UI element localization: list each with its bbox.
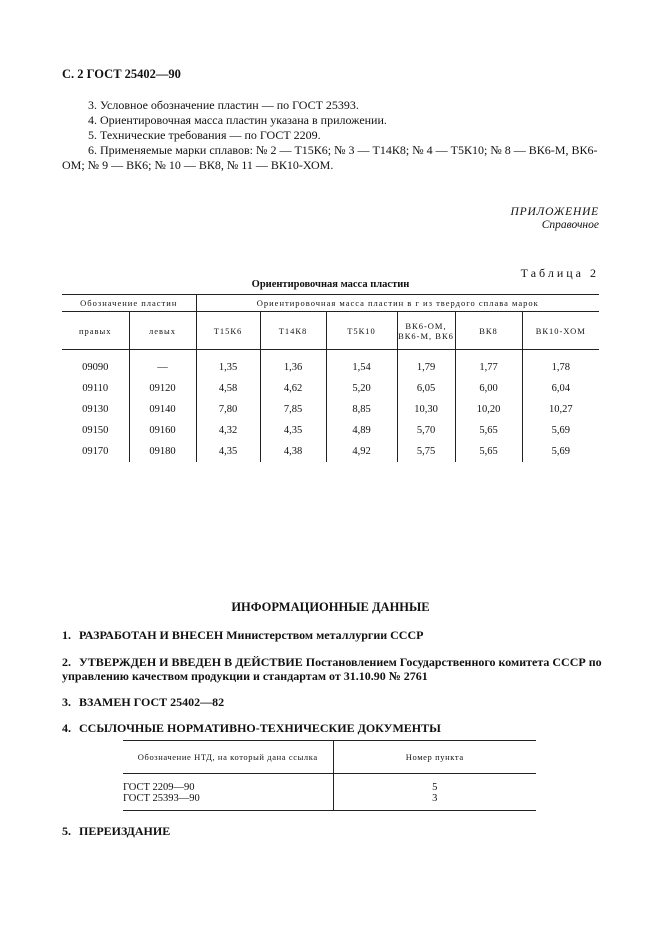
table-cell: 10,30 — [397, 399, 455, 420]
table-cell: 4,38 — [260, 441, 326, 462]
clause-list — [62, 98, 607, 173]
table-cell: 5,75 — [397, 441, 455, 462]
table-title: Ориентировочная масса пластин — [251, 279, 410, 290]
table-cell: 09150 — [82, 425, 109, 436]
info-item-3 — [62, 695, 607, 709]
table-row — [123, 793, 536, 804]
info-item-2 — [62, 655, 607, 683]
appendix-subtitle: Справочное — [541, 219, 599, 231]
table-cell: 09120 — [129, 378, 196, 399]
info-title: ИНФОРМАЦИОННЫЕ ДАННЫЕ — [231, 600, 430, 614]
info-item-text: ВЗАМЕН ГОСТ 25402—82 — [79, 695, 225, 709]
ref-doc: ГОСТ 2209—90 — [123, 782, 195, 793]
table-row — [62, 378, 599, 399]
table-cell: 4,89 — [326, 420, 397, 441]
group-header-designation: Обозначение пластин — [62, 295, 196, 312]
table-cell: 4,92 — [326, 441, 397, 462]
table-cell: 5,70 — [397, 420, 455, 441]
col-header: правых — [62, 312, 129, 350]
table-row — [62, 441, 599, 462]
table-cell: 09110 — [82, 383, 109, 394]
page-header: С. 2 ГОСТ 25402—90 — [62, 67, 181, 81]
info-item-number: 4. — [62, 721, 71, 735]
table-cell: 09090 — [82, 362, 109, 373]
group-header-mass: Ориентировочная масса пластин в г из твердого сплава марок — [196, 295, 599, 312]
table-cell: 4,58 — [196, 378, 260, 399]
table-cell: 09130 — [82, 404, 109, 415]
table-cell: 5,65 — [455, 420, 522, 441]
table-cell: 7,80 — [196, 399, 260, 420]
table-cell: 1,79 — [397, 357, 455, 378]
table-cell: 09160 — [129, 420, 196, 441]
table-cell: 5,20 — [326, 378, 397, 399]
info-item-text: УТВЕРЖДЕН И ВВЕДЕН В ДЕЙСТВИЕ Постановлением Государственного комитета СССР по управлению качеством продукции и стандартам от 31.10.90 № 2761 — [62, 655, 602, 683]
table-cell: 10,20 — [455, 399, 522, 420]
col-header: Т5К10 — [326, 312, 397, 350]
ref-col-header: Обозначение НТД, на который дана ссылка — [123, 741, 333, 774]
col-header: ВК10-ХОМ — [522, 312, 599, 350]
info-item-text: ССЫЛОЧНЫЕ НОРМАТИВНО-ТЕХНИЧЕСКИЕ ДОКУМЕНТЫ — [79, 721, 441, 735]
info-item-number: 3. — [62, 695, 71, 709]
table-cell: 1,77 — [455, 357, 522, 378]
col-header: Т15К6 — [196, 312, 260, 350]
info-item-text: РАЗРАБОТАН И ВНЕСЕН Министерством металлургии СССР — [79, 628, 424, 642]
table-cell: 09170 — [82, 446, 109, 457]
info-item-1 — [62, 628, 607, 642]
table-cell: 09140 — [129, 399, 196, 420]
ref-clause: 3 — [333, 793, 536, 804]
col-header: Т14К8 — [260, 312, 326, 350]
table-cell: — — [129, 357, 196, 378]
ref-col-header: Номер пункта — [333, 741, 536, 774]
table-cell: 1,54 — [326, 357, 397, 378]
table-cell: 4,32 — [196, 420, 260, 441]
ref-clause: 5 — [333, 782, 536, 793]
info-item-number: 5. — [62, 824, 71, 838]
info-item-number: 2. — [62, 655, 71, 669]
col-header: левых — [129, 312, 196, 350]
clause-5: 5. Технические требования — по ГОСТ 2209. — [88, 128, 321, 142]
appendix-label — [511, 206, 599, 232]
ref-doc: ГОСТ 25393—90 — [123, 793, 200, 804]
clause-6: 6. Применяемые марки сплавов: № 2 — Т15К6; № 3 — Т14К8; № 4 — Т5К10; № 8 — ВК6-М, ВК6-ОМ; № 9 — ВК6; № 10 — ВК8, № 11 — ВК10-ХОМ. — [62, 143, 598, 172]
info-item-4 — [62, 721, 607, 735]
table-cell: 7,85 — [260, 399, 326, 420]
mass-table — [62, 294, 599, 462]
clause-4: 4. Ориентировочная масса пластин указана в приложении. — [88, 113, 387, 127]
info-item-text: ПЕРЕИЗДАНИЕ — [79, 824, 171, 838]
table-cell: 4,62 — [260, 378, 326, 399]
table-cell: 10,27 — [522, 399, 599, 420]
table-cell: 1,35 — [196, 357, 260, 378]
col-header: ВК6-ОМ, ВК6-М, ВК6 — [397, 312, 455, 350]
reference-docs-table — [123, 740, 536, 811]
info-item-5 — [62, 824, 607, 838]
table-cell: 4,35 — [196, 441, 260, 462]
table-cell: 6,04 — [522, 378, 599, 399]
table-cell: 6,05 — [397, 378, 455, 399]
col-header: ВК8 — [455, 312, 522, 350]
table-cell: 4,35 — [260, 420, 326, 441]
table-number: Таблица 2 — [520, 266, 599, 280]
table-row — [62, 420, 599, 441]
table-cell: 8,85 — [326, 399, 397, 420]
table-cell: 6,00 — [455, 378, 522, 399]
table-row — [62, 399, 599, 420]
table-cell: 1,36 — [260, 357, 326, 378]
table-cell: 1,78 — [522, 357, 599, 378]
clause-3: 3. Условное обозначение пластин — по ГОСТ 25393. — [88, 98, 359, 112]
info-item-number: 1. — [62, 628, 71, 642]
table-cell: 5,69 — [522, 441, 599, 462]
table-row — [62, 357, 599, 378]
table-row — [123, 782, 536, 793]
table-cell: 5,65 — [455, 441, 522, 462]
table-cell: 09180 — [129, 441, 196, 462]
appendix-title: ПРИЛОЖЕНИЕ — [510, 206, 599, 218]
table-cell: 5,69 — [522, 420, 599, 441]
